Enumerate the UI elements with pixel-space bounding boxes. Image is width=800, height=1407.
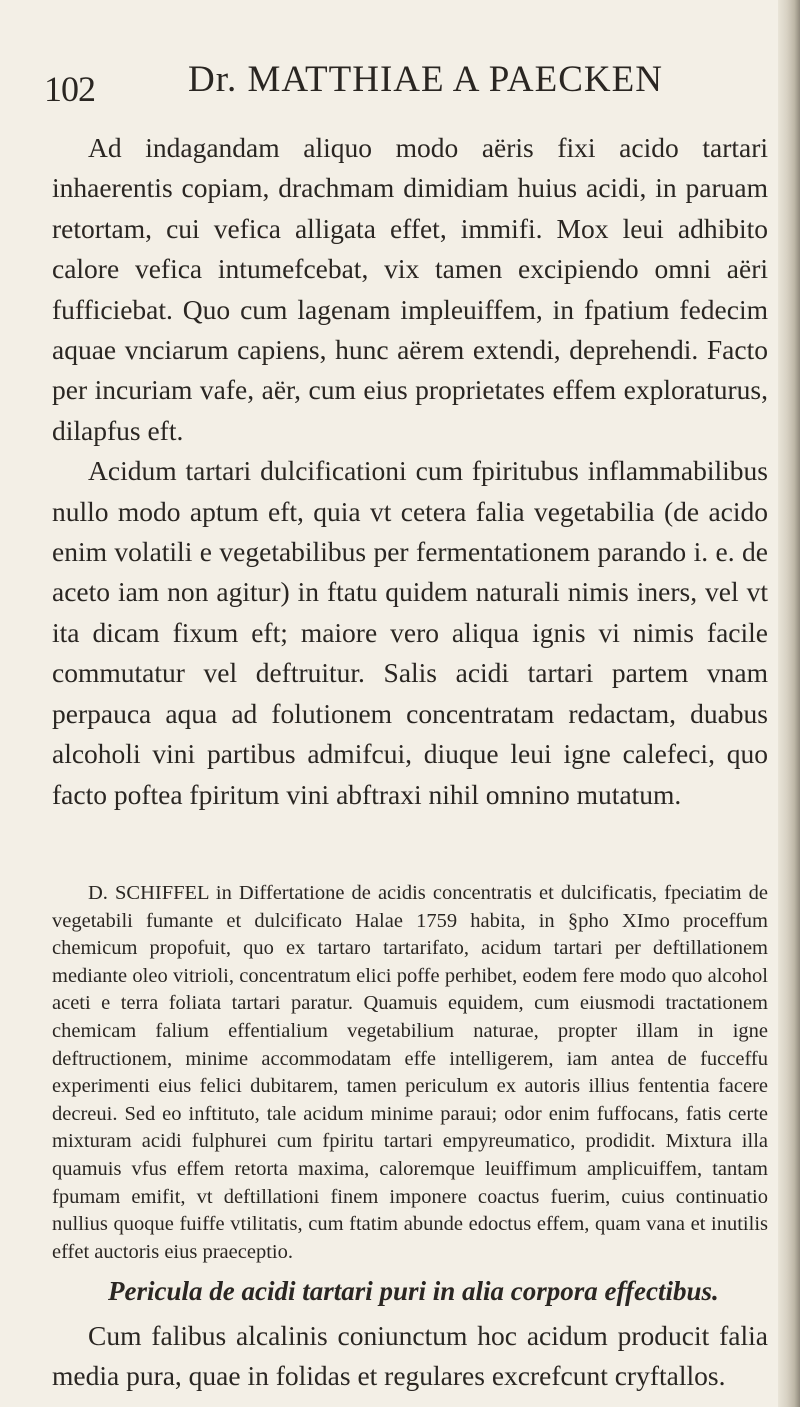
section-paragraph: Cum falibus alcalinis coniunctum hoc acidum producit falia media pura, quae in folidas et regulares excrefcunt cryftallos. <box>52 1320 768 1391</box>
paragraph-2: Acidum tartari dulcificationi cum fpiritubus inflammabilibus nullo modo aptum eft, quia vt cetera falia vegetabilia (de acido enim volatili e vegetabilibus per fermentationem parando i. e. de aceto iam non agitur) in ftatu quidem naturali nimis iners, vel vt ita dicam fixum eft; maiore vero aliqua ignis vi nimis facile commutatur vel deftruitur. Salis acidi tartari partem vnam perpauca aqua ad folutionem concentratam redactam, duabus alcoholi vini partibus admifcui, diuque leui igne calefeci, quo facto poftea fpiritum vini abftraxi nihil omnino mutatum. <box>52 455 768 810</box>
footnote <box>52 880 768 1266</box>
main-text <box>52 128 768 815</box>
page-number: 102 <box>44 69 95 109</box>
footnote-text: D. SCHIFFEL in Differtatione de acidis concentratis et dulcificatis, fpeciatim de vegetabili fumante et dulcificato Halae 1759 habita, in §pho XImo proceffum chemicum propofuit, quo ex tartaro tartarifato, acidum tartari per deftillationem mediante oleo vitrioli, concentratum elici poffe perhibet, eodem fere modo quo alcohol aceti e terra foliata tartari paratur. Quamuis equidem, cum eiusmodi tractationem chemicam falium effentialium vegetabilium naturae, propter illam in igne deftructionem, minime accommodatam effe intelligerem, iam antea de fucceffu experimenti eius felici dubitarem, tamen periculum ex autoris illius fententia facere decreui. Sed eo inftituto, tale acidum minime paraui; odor enim fuffocans, fatis certe mixturam acidi fulphurei cum fpiritu tartari empyreumatico, prodidit. Mixtura illa quamuis vfus effem retorta maxima, caloremque leuiffimum amplicuiffem, tantam fpumam emifit, vt deftillationi finem imponere coactus fuerim, cuius continuatio nullius quoque fuiffe vtilitatis, cum ftatim abunde edoctus effem, quam vana et inutilis effet auctoris eius praeceptio. <box>52 882 768 1263</box>
section <box>52 1272 768 1396</box>
page-edge <box>778 0 800 1407</box>
section-heading: Pericula de acidi tartari puri in alia corpora effectibus. <box>108 1276 719 1306</box>
page-header <box>0 50 800 110</box>
running-title: Dr. MATTHIAE A PAECKEN <box>188 59 663 100</box>
paragraph-1: Ad indagandam aliquo modo aëris fixi acido tartari inhaerentis copiam, drachmam dimidiam huius acidi, in paruam retortam, cui vefica alligata effet, immifi. Mox leui adhibito calore vefica intumefcebat, vix tamen excipiendo omni aëri fufficiebat. Quo cum lagenam impleuiffem, in fpatium fedecim aquae vnciarum capiens, hunc aërem extendi, deprehendi. Facto per incuriam vafe, aër, cum eius proprietates effem exploraturus, dilapfus eft. <box>52 132 768 446</box>
